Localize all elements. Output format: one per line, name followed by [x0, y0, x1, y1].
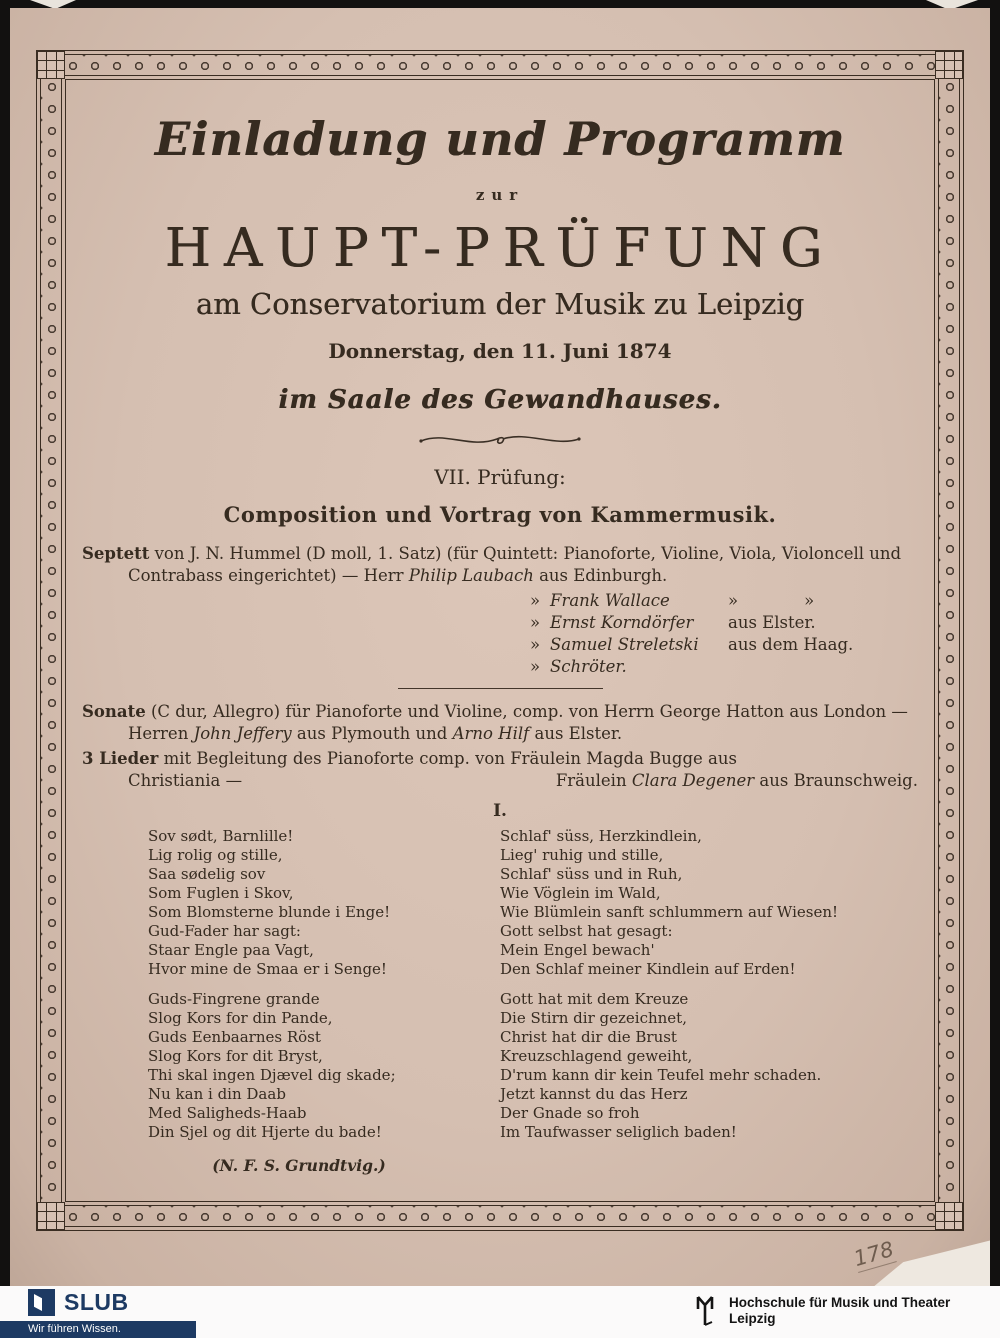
poem-line: Lig rolig og stille,	[148, 846, 283, 864]
poem-line: Gott selbst hat gesagt:	[500, 922, 673, 940]
ditto-mark: »	[530, 591, 541, 610]
corner-ornament	[37, 1202, 65, 1230]
poem-line: Der Gnade so froh	[500, 1104, 640, 1122]
exam-number-heading: VII. Prüfung:	[434, 465, 566, 489]
ditto-mark: »	[530, 635, 541, 654]
poem-line: Thi skal ingen Djævel dig skade;	[148, 1066, 396, 1084]
venue-line: im Saale des Gewandhauses.	[278, 385, 722, 415]
performer-name: Frank Wallace	[550, 591, 670, 610]
subtitle: am Conservatorium der Musik zu Leipzig	[195, 287, 805, 321]
slub-tagline-bar: Wir führen Wissen.	[0, 1321, 196, 1338]
poem-line: Guds-Fingrene grande	[148, 990, 320, 1008]
poem-line: Hvor mine de Smaa er i Senge!	[148, 960, 387, 978]
performer-name: Clara Degener	[631, 770, 755, 790]
work-description: von J. N. Hummel (D moll, 1. Satz) (für Quintett: Pianoforte, Violine, Viola, Violoncell und Contrabass eingerichtet) — Herr	[128, 544, 902, 585]
composer-origin: Christiania —	[128, 770, 243, 790]
corner-ornament	[37, 51, 65, 79]
performer-name: John Jeffery	[193, 723, 292, 743]
poem-line: Gud-Fader har sagt:	[148, 922, 301, 940]
scanned-page	[10, 8, 990, 1286]
performer-origin: aus Braunschweig.	[754, 770, 918, 790]
program-content	[82, 112, 918, 1220]
date-line: Donnerstag, den 11. Juni 1874	[328, 339, 672, 363]
poem-german	[500, 827, 852, 1175]
page-number-annotation: 178	[851, 1236, 897, 1272]
poem-line: Im Taufwasser seliglich baden!	[500, 1123, 737, 1141]
poem-line: Som Fuglen i Skov,	[148, 884, 294, 902]
performer-name: Arno Hilf	[452, 723, 530, 743]
poem-line: Som Blomsterne blunde i Enge!	[148, 903, 391, 921]
poem-stanza	[148, 990, 450, 1142]
poem-line: Sov sødt, Barnlille!	[148, 827, 294, 845]
border-band-right	[938, 54, 960, 1227]
poem-line: Saa sødelig sov	[148, 865, 266, 883]
poem-attribution: (N. F. S. Grundtvig.)	[212, 1156, 386, 1175]
poem-stanza	[500, 827, 852, 979]
work-description: mit Begleitung des Pianoforte comp. von Fräulein Magda Bugge aus	[158, 749, 737, 768]
performer-origin: aus Elster.	[529, 723, 623, 743]
performer-origin: » »	[728, 591, 815, 610]
poem-line: Guds Eenbaarnes Röst	[148, 1028, 321, 1046]
viewer-footer	[0, 1286, 1000, 1338]
poem-line: D'rum kann dir kein Teufel mehr schaden.	[500, 1066, 822, 1084]
performer-origin: aus Edinburgh.	[533, 565, 668, 585]
poem-stanza	[148, 827, 450, 979]
poem-line: Staar Engle paa Vagt,	[148, 941, 314, 959]
separator-rule	[398, 688, 603, 689]
exam-title-heading: Composition und Vortrag von Kammermusik.	[223, 502, 777, 527]
main-title: HAUPT-PRÜFUNG	[164, 218, 836, 279]
poem-line: Med Saligheds-Haab	[148, 1104, 307, 1122]
poem-stanza	[500, 990, 852, 1142]
poem-line: Schlaf' süss, Herzkindlein,	[500, 827, 702, 845]
performer-title: Fräulein	[555, 770, 632, 790]
poem-line: Die Stirn dir gezeichnet,	[500, 1009, 687, 1027]
sonate-paragraph	[82, 701, 918, 744]
work-description: aus Plymouth und	[291, 723, 453, 743]
corner-ornament	[935, 51, 963, 79]
border-band-left	[40, 54, 62, 1227]
work-title: Sonate	[82, 702, 146, 721]
poem-line: Wie Vöglein im Wald,	[500, 884, 661, 902]
poem-columns	[82, 827, 918, 1175]
hmt-wordmark: Hochschule für Musik und Theater Leipzig	[729, 1295, 951, 1326]
ditto-mark: »	[530, 657, 541, 676]
ditto-mark: »	[530, 613, 541, 632]
song-numeral: I.	[493, 801, 507, 821]
poem-line: Jetzt kannst du das Herz	[500, 1085, 688, 1103]
hmt-logo[interactable]	[693, 1294, 959, 1328]
poem-line: Nu kan i din Daab	[148, 1085, 286, 1103]
poem-line: Gott hat mit dem Kreuze	[500, 990, 689, 1008]
performer-origin: aus Elster.	[728, 613, 816, 632]
poem-danish	[148, 827, 450, 1175]
performer-origin: aus dem Haag.	[728, 635, 854, 654]
poem-line: Din Sjel og dit Hjerte du bade!	[148, 1123, 382, 1141]
performer-credit	[556, 770, 918, 792]
poem-line: Lieg' ruhig und stille,	[500, 846, 664, 864]
performer-name: Ernst Korndörfer	[550, 613, 694, 632]
poem-line: Kreuzschlagend geweiht,	[500, 1047, 693, 1065]
performer-name: Samuel Streletski	[550, 635, 699, 654]
poem-line: Schlaf' süss und in Ruh,	[500, 865, 683, 883]
work-title: 3 Lieder	[82, 749, 159, 768]
poem-line: Christ hat dir die Brust	[500, 1028, 677, 1046]
poem-line: Wie Blümlein sanft schlummern auf Wiesen!	[500, 903, 839, 921]
poem-line: Den Schlaf meiner Kindlein auf Erden!	[500, 960, 796, 978]
poem-line: Slog Kors for din Pande,	[148, 1009, 333, 1027]
performer-name: Schröter.	[550, 657, 627, 676]
invitation-title: Einladung und Programm	[154, 112, 846, 166]
work-title: Septett	[82, 544, 150, 563]
poem-line: Mein Engel bewach'	[500, 941, 655, 959]
lieder-paragraph-line2	[82, 770, 918, 792]
performer-origin	[728, 656, 918, 678]
slub-logo-icon	[28, 1289, 55, 1316]
zur-label: zur	[475, 186, 525, 204]
hmt-logo-icon	[693, 1294, 719, 1328]
slub-logo[interactable]	[28, 1289, 129, 1316]
performer-name: Philip Laubach	[408, 565, 534, 585]
lieder-paragraph	[82, 748, 918, 770]
work-description: (C dur, Allegro) für Pianoforte und Violine, comp. von Herrn George Hatton aus London — Herren	[128, 702, 908, 743]
corner-ornament	[935, 1202, 963, 1230]
border-band-top	[40, 54, 960, 76]
divider-flourish	[415, 427, 585, 451]
septett-paragraph	[82, 543, 918, 586]
performers-list	[530, 590, 918, 678]
slub-wordmark: SLUB	[64, 1289, 129, 1315]
poem-line: Slog Kors for dit Bryst,	[148, 1047, 323, 1065]
